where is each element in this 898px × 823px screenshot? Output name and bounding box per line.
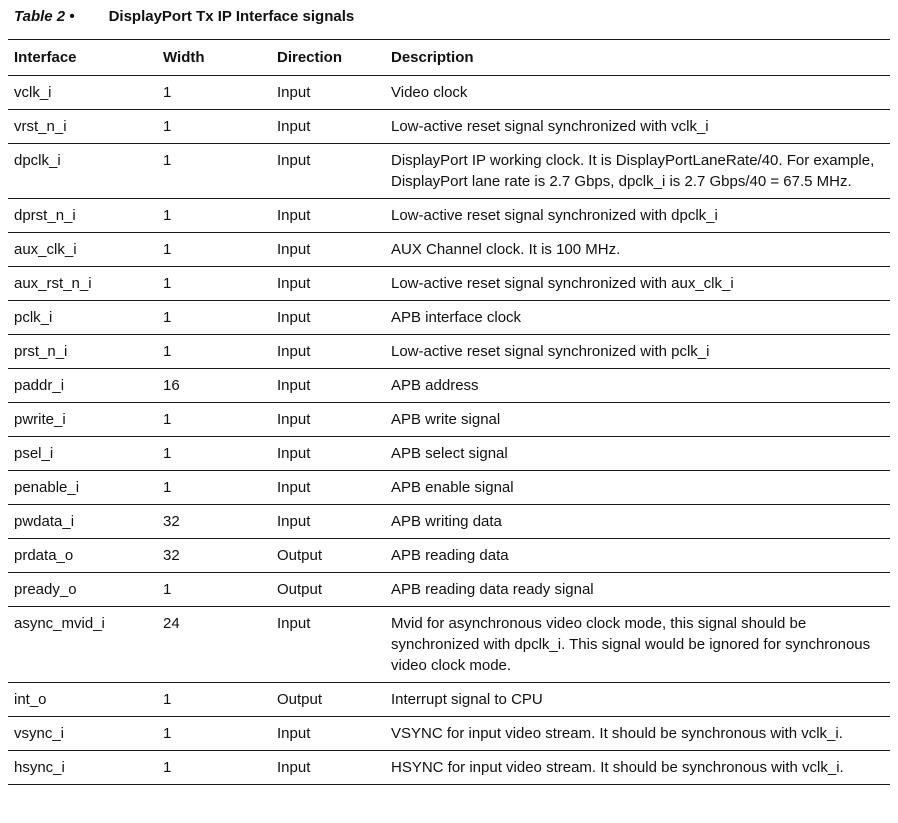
width-cell: 1 <box>163 759 172 776</box>
direction-cell: Input <box>271 505 385 539</box>
table-row <box>8 717 890 751</box>
interface-cell: aux_clk_i <box>8 233 157 267</box>
interface-cell: vsync_i <box>8 717 157 751</box>
description-cell: AUX Channel clock. It is 100 MHz. <box>385 233 890 267</box>
interface-cell: pwdata_i <box>8 505 157 539</box>
description-cell: APB interface clock <box>385 301 890 335</box>
table-row <box>8 233 890 267</box>
description-cell: VSYNC for input video stream. It should be synchronous with vclk_i. <box>385 717 890 751</box>
direction-cell: Input <box>271 471 385 505</box>
width-cell: 1 <box>157 267 271 301</box>
table-row <box>8 144 890 199</box>
interface-cell: vrst_n_i <box>8 110 157 144</box>
width-cell: 1 <box>157 717 271 751</box>
description-cell: Interrupt signal to CPU <box>385 683 890 717</box>
table-row <box>8 539 890 573</box>
interface-cell: int_o <box>8 683 157 717</box>
description-cell: Low-active reset signal synchronized with vclk_i <box>385 110 890 144</box>
interface-cell: vclk_i <box>8 76 157 110</box>
direction-cell: Input <box>271 403 385 437</box>
width-cell: 1 <box>157 437 271 471</box>
direction-cell: Input <box>271 144 385 199</box>
description-cell: APB select signal <box>385 437 890 471</box>
width-cell: 1 <box>157 683 271 717</box>
table-row <box>8 76 890 110</box>
width-cell: 32 <box>157 539 271 573</box>
table-body <box>8 76 890 785</box>
direction-cell: Output <box>271 573 385 607</box>
table-caption-label: Table 2 • <box>14 8 75 25</box>
width-cell: 1 <box>157 471 271 505</box>
width-cell: 1 <box>157 233 271 267</box>
description-cell: Low-active reset signal synchronized with aux_clk_i <box>385 267 890 301</box>
direction-cell: Input <box>271 76 385 110</box>
description-cell: APB address <box>385 369 890 403</box>
description-cell: DisplayPort IP working clock. It is DisplayPortLaneRate/40. For example, DisplayPort lane rate is 2.7 Gbps, dpclk_i is 2.7 Gbps/40 = 67.5 MHz. <box>385 144 890 199</box>
direction-cell: Input <box>271 437 385 471</box>
table-row <box>8 199 890 233</box>
description-cell: APB write signal <box>385 403 890 437</box>
description-cell: APB reading data ready signal <box>385 573 890 607</box>
description-cell: APB reading data <box>385 539 890 573</box>
width-cell: 1 <box>157 335 271 369</box>
direction-cell: Input <box>277 759 311 776</box>
width-cell: 1 <box>157 573 271 607</box>
width-cell: 24 <box>157 607 271 683</box>
table-row <box>8 267 890 301</box>
description-cell: HSYNC for input video stream. It should be synchronous with vclk_i. <box>391 759 844 776</box>
width-cell: 1 <box>157 403 271 437</box>
description-cell: APB writing data <box>385 505 890 539</box>
description-cell: APB enable signal <box>385 471 890 505</box>
table-row <box>8 301 890 335</box>
interface-cell: pready_o <box>8 573 157 607</box>
interface-cell: prst_n_i <box>8 335 157 369</box>
direction-cell: Output <box>271 683 385 717</box>
width-cell: 1 <box>157 76 271 110</box>
table-row <box>8 607 890 683</box>
description-cell: Low-active reset signal synchronized with dpclk_i <box>385 199 890 233</box>
table-row <box>8 369 890 403</box>
table-row <box>8 573 890 607</box>
interface-cell: pwrite_i <box>8 403 157 437</box>
interface-cell: async_mvid_i <box>8 607 157 683</box>
table-row <box>8 683 890 717</box>
direction-cell: Input <box>271 110 385 144</box>
table-row <box>8 471 890 505</box>
interface-cell: aux_rst_n_i <box>8 267 157 301</box>
interface-cell: pclk_i <box>8 301 157 335</box>
width-cell: 1 <box>157 144 271 199</box>
direction-cell: Input <box>271 301 385 335</box>
interface-cell: penable_i <box>8 471 157 505</box>
width-cell: 32 <box>157 505 271 539</box>
column-header-interface: Interface <box>8 40 157 76</box>
table-row <box>8 110 890 144</box>
column-header-description: Description <box>385 40 890 76</box>
interface-cell: dpclk_i <box>8 144 157 199</box>
interface-cell: prdata_o <box>8 539 157 573</box>
direction-cell: Input <box>271 199 385 233</box>
direction-cell: Input <box>271 607 385 683</box>
table-row <box>8 335 890 369</box>
width-cell: 1 <box>157 301 271 335</box>
interface-cell: paddr_i <box>8 369 157 403</box>
table-row <box>8 751 890 785</box>
direction-cell: Output <box>271 539 385 573</box>
table-row <box>8 403 890 437</box>
width-cell: 1 <box>157 110 271 144</box>
direction-cell: Input <box>271 717 385 751</box>
direction-cell: Input <box>271 335 385 369</box>
table-caption <box>14 8 890 25</box>
description-cell: Video clock <box>385 76 890 110</box>
width-cell: 16 <box>157 369 271 403</box>
interface-cell: psel_i <box>8 437 157 471</box>
description-cell: Mvid for asynchronous video clock mode, this signal should be synchronized with dpclk_i. This signal would be ignored for synchronous video clock mode. <box>385 607 890 683</box>
column-header-width: Width <box>157 40 271 76</box>
table-row <box>8 505 890 539</box>
header-row <box>8 40 890 76</box>
description-cell: Low-active reset signal synchronized with pclk_i <box>385 335 890 369</box>
table-row <box>8 437 890 471</box>
table-caption-title: DisplayPort Tx IP Interface signals <box>108 8 355 25</box>
direction-cell: Input <box>271 267 385 301</box>
column-header-direction: Direction <box>271 40 385 76</box>
width-cell: 1 <box>157 199 271 233</box>
interface-cell: hsync_i <box>14 759 65 776</box>
interface-signals-table <box>8 39 890 785</box>
interface-cell: dprst_n_i <box>8 199 157 233</box>
direction-cell: Input <box>271 369 385 403</box>
direction-cell: Input <box>271 233 385 267</box>
